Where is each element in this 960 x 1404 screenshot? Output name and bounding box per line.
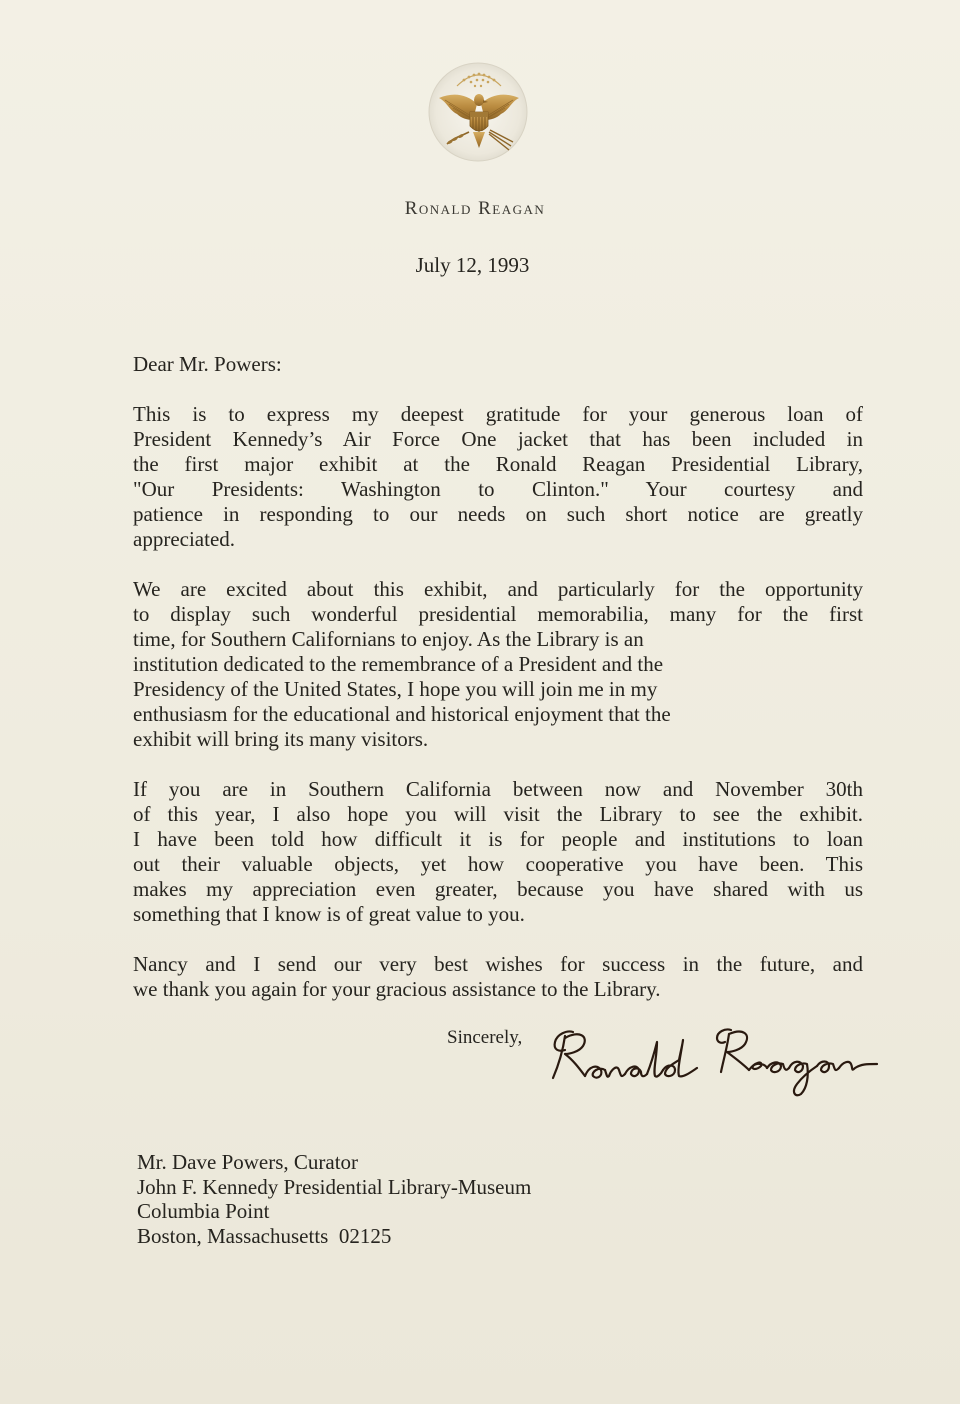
address-line: Boston, Massachusetts 02125 (137, 1223, 392, 1248)
presidential-seal-icon (427, 60, 529, 164)
paragraph-1 (133, 402, 863, 552)
paragraph-line: If you are in Southern California between now and November 30th (133, 777, 863, 801)
paragraph-line: President Kennedy’s Air Force One jacket that has been included in (133, 427, 863, 451)
paragraph-line: enthusiasm for the educational and historical enjoyment that the (133, 702, 671, 726)
paragraph-line: out their valuable objects, yet how cooperative you have been. This (133, 852, 863, 876)
paragraph-line: Nancy and I send our very best wishes for success in the future, and (133, 952, 863, 976)
address-line: Columbia Point (137, 1199, 270, 1223)
handwritten-signature (545, 1020, 885, 1100)
paragraph-2 (133, 577, 863, 752)
paragraph-line: something that I know is of great value to you. (133, 902, 525, 926)
paragraph-line: makes my appreciation even greater, because you have shared with us (133, 877, 863, 901)
letterhead-name: Ronald Reagan (404, 198, 546, 219)
closing: Sincerely, (447, 1027, 523, 1048)
paragraph-line: appreciated. (133, 527, 236, 551)
paragraph-4 (133, 952, 863, 1002)
letter-date: July 12, 1993 (415, 253, 530, 277)
paragraph-line: institution dedicated to the remembrance of a President and the (133, 652, 664, 676)
paragraph-line: patience in responding to our needs on such short notice are greatly (133, 502, 863, 526)
paragraph-line: We are excited about this exhibit, and particularly for the opportunity (133, 577, 863, 601)
salutation: Dear Mr. Powers: (133, 352, 282, 376)
paragraph-line: "Our Presidents: Washington to Clinton." Your courtesy and (133, 477, 863, 501)
address-line: Mr. Dave Powers, Curator (137, 1150, 359, 1174)
paragraph-line: the first major exhibit at the Ronald Reagan Presidential Library, (133, 452, 863, 476)
paragraph-3 (133, 777, 863, 927)
paragraph-line: exhibit will bring its many visitors. (133, 727, 429, 751)
paragraph-line: to display such wonderful presidential memorabilia, many for the first (133, 602, 863, 626)
paragraph-line: of this year, I also hope you will visit the Library to see the exhibit. (133, 802, 863, 826)
address-line: John F. Kennedy Presidential Library-Museum (137, 1174, 532, 1199)
paragraph-line: This is to express my deepest gratitude for your generous loan of (133, 402, 863, 426)
paragraph-line: I have been told how difficult it is for people and institutions to loan (133, 827, 863, 851)
paragraph-line: we thank you again for your gracious assistance to the Library. (133, 977, 661, 1001)
letter-body (133, 352, 863, 1027)
paragraph-line: Presidency of the United States, I hope you will join me in my (133, 677, 658, 701)
paragraph-line: time, for Southern Californians to enjoy. As the Library is an (133, 627, 644, 651)
recipient-address (137, 1150, 531, 1248)
